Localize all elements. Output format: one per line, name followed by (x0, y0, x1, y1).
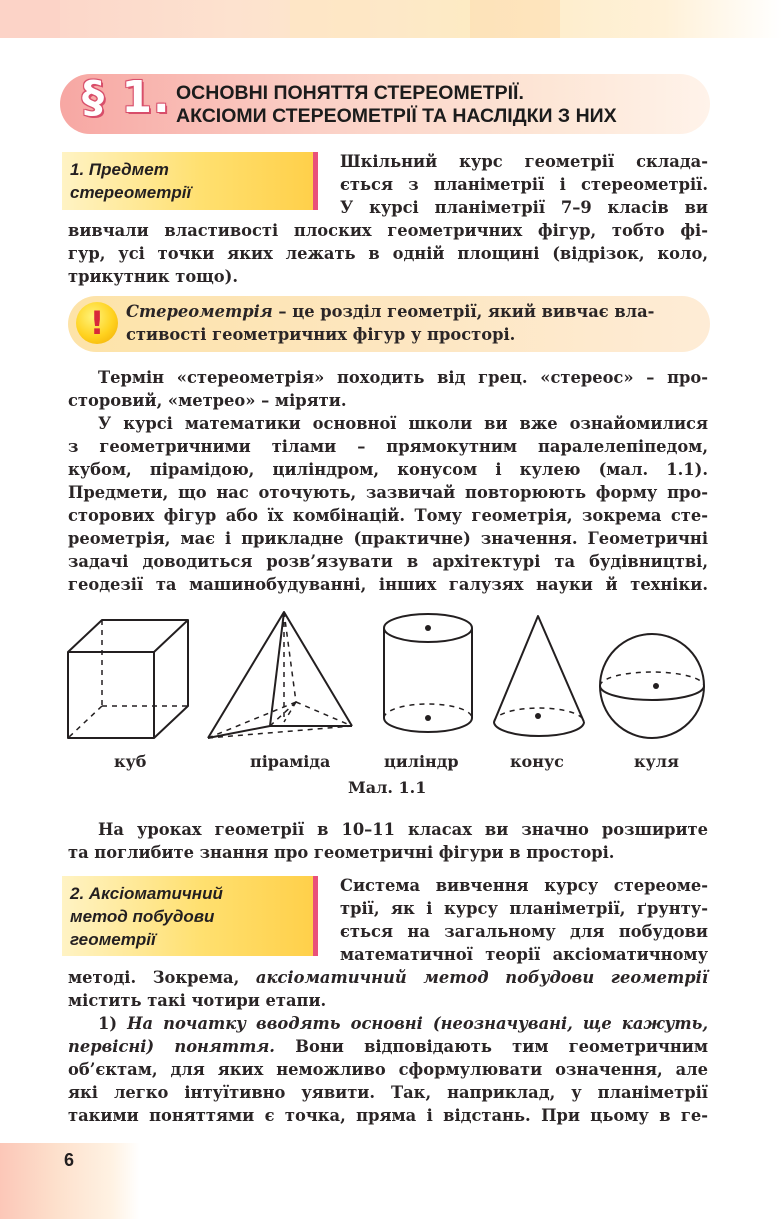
text-line: об’єктам, для яких неможливо сформулювати означення, але (68, 1060, 708, 1079)
exclamation-icon: ! (76, 302, 118, 344)
paragraph-5-right (340, 874, 708, 966)
section-number: § 1. (82, 72, 171, 123)
text-line: сторовий, «метрео» – міряти. (68, 391, 347, 410)
italic-text: На початку вводять основні (неозначувані, ще кажуть, (127, 1014, 708, 1033)
figure-caption: Мал. 1.1 (348, 778, 427, 797)
definition-term: Стереометрія (126, 302, 273, 321)
text-line: сторових фігур або їх комбінацій. Тому геометрія, зокрема сте- (68, 506, 708, 525)
text-line (68, 966, 708, 989)
figure-label-sphere: куля (634, 752, 679, 771)
text-line: реометрія, має і прикладне (практичне) значення. Геометричні (68, 529, 708, 548)
text-line: гур, усі точки яких лежать в одній площині (відрізок, коло, (68, 244, 708, 263)
text-line: трикутник тощо). (68, 267, 239, 286)
page-number: 6 (64, 1150, 75, 1170)
text-line: стивості геометричних фігур у просторі. (126, 325, 516, 344)
paragraph-6 (68, 1012, 708, 1127)
text-line: задачі доводиться розв’язувати в архітектурі та будівництві, (68, 552, 708, 571)
geometric-solids-figure (60, 610, 720, 750)
text-line: Предмети, що нас оточують, зазвичай повторюють форму про- (68, 483, 708, 502)
cube-drawing (68, 620, 188, 738)
text-line: Система вивчення курсу стереоме- (340, 876, 708, 895)
text-line: вивчали властивості плоских геометричних фігур, тобто фі- (68, 221, 708, 240)
subsection-1-heading (62, 152, 318, 210)
italic-text: аксіоматичний метод побудови геометрії (255, 968, 709, 987)
subsection-1-heading-line-1: 1. Предмет (70, 160, 169, 179)
text-line: На уроках геометрії в 10–11 класах ви значно розширите (98, 820, 708, 839)
italic-text: первісні) поняття. (68, 1037, 275, 1056)
text-line: У курсі математики основної школи ви вже ознайомилися (98, 414, 708, 433)
subsection-2-heading (62, 876, 318, 956)
subsection-1-heading-line-2: стереометрії (70, 183, 192, 202)
sphere-drawing (600, 634, 704, 738)
text-span: методі. Зокрема, (68, 968, 256, 987)
text-line (68, 1012, 708, 1035)
section-title-line-1: ОСНОВНІ ПОНЯТТЯ СТЕРЕОМЕТРІЇ. (176, 82, 524, 104)
paragraph-3 (68, 412, 708, 596)
text-line (68, 1035, 708, 1058)
definition-text-rest: – це розділ геометрії, який вивчає вла- (272, 302, 655, 321)
text-line: математичної теорії аксіоматичному (340, 945, 708, 964)
text-line: кубом, пірамідою, циліндром, конусом і кулею (мал. 1.1). (68, 460, 708, 479)
paragraph-2 (68, 366, 708, 412)
subsection-2-heading-line-1: 2. Аксіоматичний (70, 884, 223, 903)
figure-label-pyramid: піраміда (250, 752, 331, 771)
text-line: які легко інтуїтивно уявити. Так, наприклад, у планіметрії (68, 1083, 708, 1102)
definition-text (126, 300, 706, 346)
text-line: геодезії та машинобудуванні, інших галузях науки й техніки. (68, 575, 708, 594)
figure-label-cube: куб (114, 752, 147, 771)
text-line: Шкільний курс геометрії склада- (340, 152, 708, 171)
figure-label-cylinder: циліндр (384, 752, 459, 771)
paragraph-4 (68, 818, 708, 864)
text-line: містить такі чотири етапи. (68, 991, 327, 1010)
text-span: Вони відповідають тим геометричним (274, 1037, 709, 1056)
section-title-line-2: АКСІОМИ СТЕРЕОМЕТРІЇ ТА НАСЛІДКИ З НИХ (176, 105, 617, 127)
subsection-2-heading-line-3: геометрії (70, 930, 156, 949)
text-line: Термін «стереометрія» походить від грец. «стереос» – про- (98, 368, 708, 387)
paragraph-1 (68, 219, 708, 288)
cylinder-drawing (384, 614, 472, 732)
pyramid-drawing (208, 612, 352, 738)
paragraph-5 (68, 966, 708, 1012)
text-line: У курсі планіметрії 7–9 класів ви (340, 198, 708, 217)
figure-label-cone: конус (510, 752, 564, 771)
subsection-2-heading-line-2: метод побудови (70, 907, 215, 926)
top-decorative-band (0, 0, 782, 38)
paragraph-1-right (340, 150, 708, 219)
list-marker: 1) (98, 1014, 128, 1033)
text-line: трії, як і курсу планіметрії, ґрунту- (340, 899, 708, 918)
text-line: та поглибите знання про геометричні фігури в просторі. (68, 843, 615, 862)
section-title (176, 82, 617, 128)
text-line: з геометричними тілами – прямокутним паралелепіпедом, (68, 437, 708, 456)
text-line: такими поняттями є точка, пряма і відстань. При цьому в ге- (68, 1106, 708, 1125)
text-line: ється на загальному для побудови (340, 922, 708, 941)
text-line: ється з планіметрії і стереометрії. (340, 175, 708, 194)
